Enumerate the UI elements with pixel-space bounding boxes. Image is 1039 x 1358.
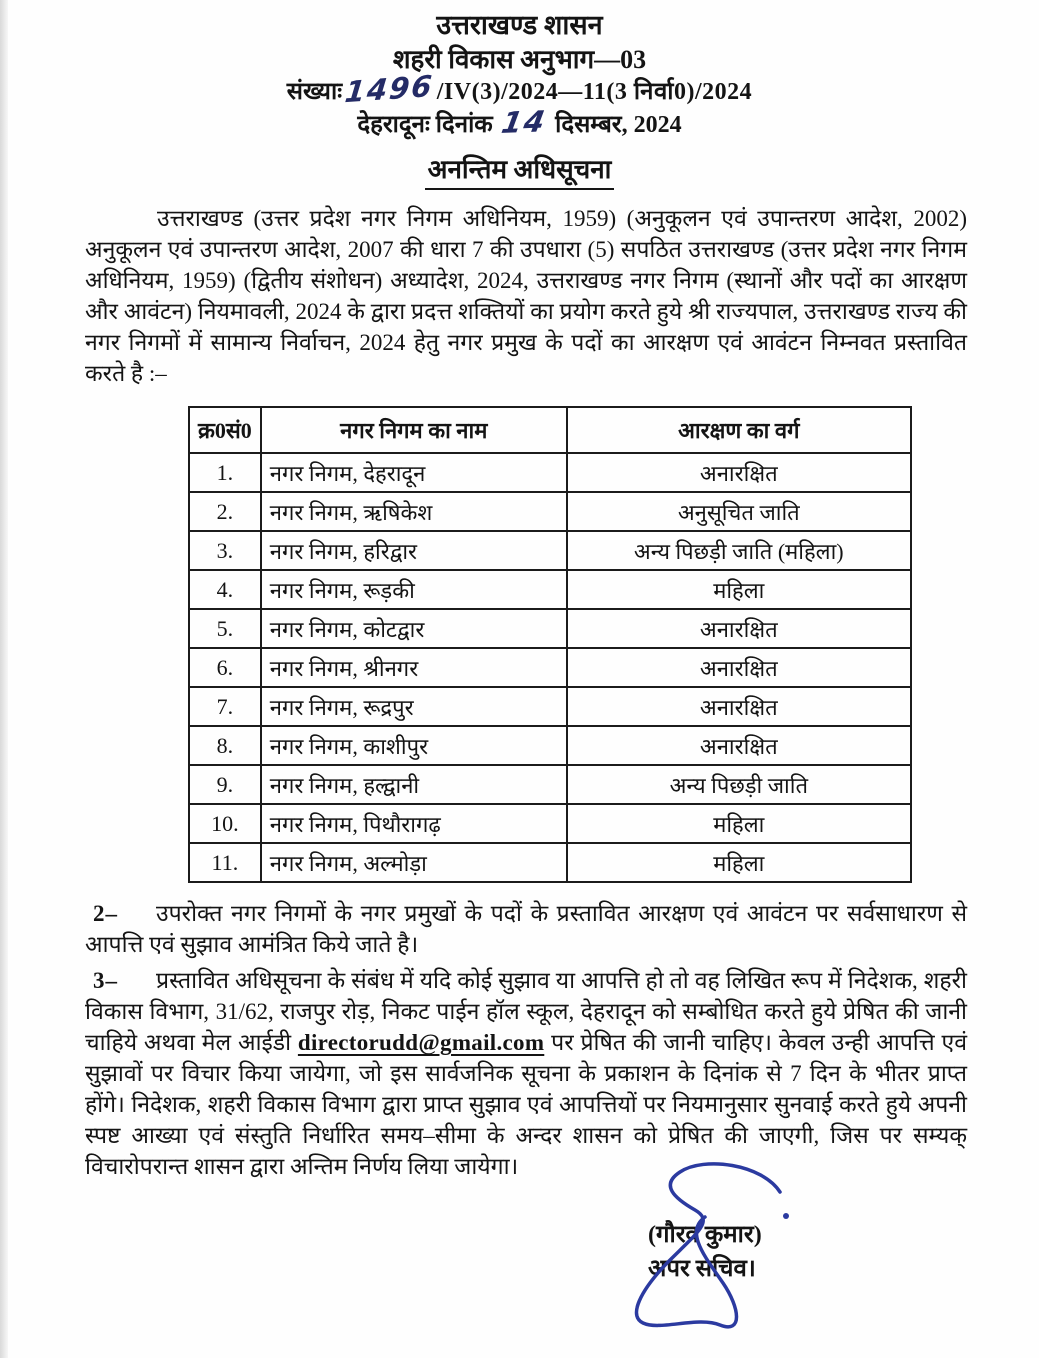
paragraph-2-number: 2– <box>93 901 118 926</box>
paragraph-3 <box>85 965 967 1182</box>
table-header-row <box>189 407 911 453</box>
document-header <box>0 0 1039 190</box>
paragraph-2 <box>85 898 967 960</box>
cell-sno: 4. <box>189 570 261 609</box>
cell-name: नगर निगम, श्रीनगर <box>261 648 567 687</box>
table-row <box>189 453 911 492</box>
table-row <box>189 648 911 687</box>
paragraph-3-text-after-email: पर प्रेषित की जानी चाहिए। केवल उन्ही आपत्ति एवं सुझावों पर विचार किया जायेगा, जो इस सार्वजनिक सूचना के प्रकाशन के दिनांक से 7 दिन के भीतर प्राप्त होंगे। निदेशक, शहरी विकास विभाग द्वारा प्राप्त सुझाव एवं आपत्तियों पर नियमानुसार सुनवाई करते हुये अपनी स्पष्ट आख्या एवं संस्तुति निर्धारित समय–सीमा के अन्दर शासन को प्रेषित की जाएगी, जिस पर सम्यक् विचारोपरान्त शासन द्वारा अन्तिम निर्णय लिया जायेगा। <box>85 1030 967 1179</box>
header-serial-number: क्र0सं0 <box>189 407 261 453</box>
cell-category: अन्य पिछड़ी जाति (महिला) <box>567 531 911 570</box>
cell-category: महिला <box>567 570 911 609</box>
letter-number-line <box>0 68 1039 110</box>
cell-sno: 9. <box>189 765 261 804</box>
table-row <box>189 843 911 882</box>
cell-name: नगर निगम, रूड़की <box>261 570 567 609</box>
paragraph-3-text-before-email: प्रस्तावित अधिसूचना के संबंध में यदि कोई सुझाव या आपत्ति हो तो वह लिखित रूप में निदेशक, शहरी विकास विभाग, 31/62, राजपुर रोड़, निकट पाईन हॉल स्कूल, देहरादून को सम्बोधित करते हुये प्रेषित की जानी चाहिये अथवा मेल आईडी <box>85 968 967 1055</box>
header-corporation: नगर निगम का नाम <box>261 407 567 453</box>
header-reservation: आरक्षण का वर्ग <box>567 407 911 453</box>
cell-sno: 10. <box>189 804 261 843</box>
cell-sno: 2. <box>189 492 261 531</box>
handwritten-letter-number: 1496 <box>343 68 436 110</box>
department-section: शहरी विकास अनुभाग—03 <box>392 45 647 74</box>
cell-category: अनारक्षित <box>567 609 911 648</box>
table-row <box>189 531 911 570</box>
cell-name: नगर निगम, अल्मोड़ा <box>261 843 567 882</box>
cell-sno: 11. <box>189 843 261 882</box>
number-label: संख्याः <box>286 79 343 105</box>
cell-name: नगर निगम, हल्द्वानी <box>261 765 567 804</box>
cell-sno: 5. <box>189 609 261 648</box>
cell-name: नगर निगम, रूद्रपुर <box>261 687 567 726</box>
signatory-designation: अपर सचिव। <box>648 1256 756 1282</box>
cell-category: अनुसूचित जाति <box>567 492 911 531</box>
signature-block <box>648 1218 968 1286</box>
paragraph-3-number: 3– <box>93 968 118 993</box>
cell-name: नगर निगम, देहरादून <box>261 453 567 492</box>
notification-title: अनन्तिम अधिसूचना <box>425 150 615 190</box>
reservation-table-body <box>189 453 911 882</box>
cell-category: अन्य पिछड़ी जाति <box>567 765 911 804</box>
table-row <box>189 804 911 843</box>
cell-sno: 7. <box>189 687 261 726</box>
table-row <box>189 609 911 648</box>
cell-category: अनारक्षित <box>567 726 911 765</box>
cell-sno: 8. <box>189 726 261 765</box>
number-rest: /IV(3)/2024—11(3 निर्वा0)/2024 <box>436 79 753 105</box>
table-row <box>189 570 911 609</box>
cell-name: नगर निगम, कोटद्वार <box>261 609 567 648</box>
cell-name: नगर निगम, ऋषिकेश <box>261 492 567 531</box>
table-row <box>189 687 911 726</box>
table-row <box>189 726 911 765</box>
cell-name: नगर निगम, पिथौरागढ़ <box>261 804 567 843</box>
table-row <box>189 765 911 804</box>
title-row <box>0 150 1039 190</box>
cell-category: अनारक्षित <box>567 648 911 687</box>
cell-category: अनारक्षित <box>567 687 911 726</box>
date-rest: दिसम्बर, 2024 <box>555 112 682 138</box>
place-date-label: देहरादूनः दिनांक <box>357 112 493 138</box>
reservation-table-head <box>189 407 911 453</box>
reservation-table <box>188 406 912 883</box>
cell-category: अनारक्षित <box>567 453 911 492</box>
cell-sno: 1. <box>189 453 261 492</box>
paragraph-2-text: उपरोक्त नगर निगमों के नगर प्रमुखों के पदों के प्रस्तावित आरक्षण एवं आवंटन पर सर्वसाधारण से आपत्ति एवं सुझाव आमंत्रित किये जाते है। <box>85 901 967 957</box>
government-name: उत्तराखण्ड शासन <box>436 10 603 40</box>
handwritten-date: 14 <box>498 104 550 140</box>
signatory-name: (गौरव कुमार) <box>648 1222 762 1248</box>
cell-sno: 6. <box>189 648 261 687</box>
cell-category: महिला <box>567 804 911 843</box>
cell-name: नगर निगम, हरिद्वार <box>261 531 567 570</box>
preamble-paragraph: उत्तराखण्ड (उत्तर प्रदेश नगर निगम अधिनियम, 1959) (अनुकूलन एवं उपान्तरण आदेश, 2002) अनुकूलन एवं उपान्तरण आदेश, 2007 की धारा 7 की उपधारा (5) सपठित उत्तराखण्ड (उत्तर प्रदेश नगर निगम अधिनियम, 1959) (द्वितीय संशोधन) अध्यादेश, 2024, उत्तराखण्ड नगर निगम (स्थानों और पदों का आरक्षण और आवंटन) नियमावली, 2024 के द्वारा प्रदत्त शक्तियों का प्रयोग करते हुये श्री राज्यपाल, उत्तराखण्ड राज्य की नगर निगमों में सामान्य निर्वाचन, 2024 हेतु नगर प्रमुख के पदों का आरक्षण एवं आवंटन निम्नवत प्रस्तावित करते है :– <box>85 206 967 386</box>
cell-sno: 3. <box>189 531 261 570</box>
place-date-line <box>0 104 1039 142</box>
contact-email: directorudd@gmail.com <box>297 1030 545 1055</box>
cell-category: महिला <box>567 843 911 882</box>
table-row <box>189 492 911 531</box>
cell-name: नगर निगम, काशीपुर <box>261 726 567 765</box>
scan-edge-shadow <box>0 0 8 1358</box>
